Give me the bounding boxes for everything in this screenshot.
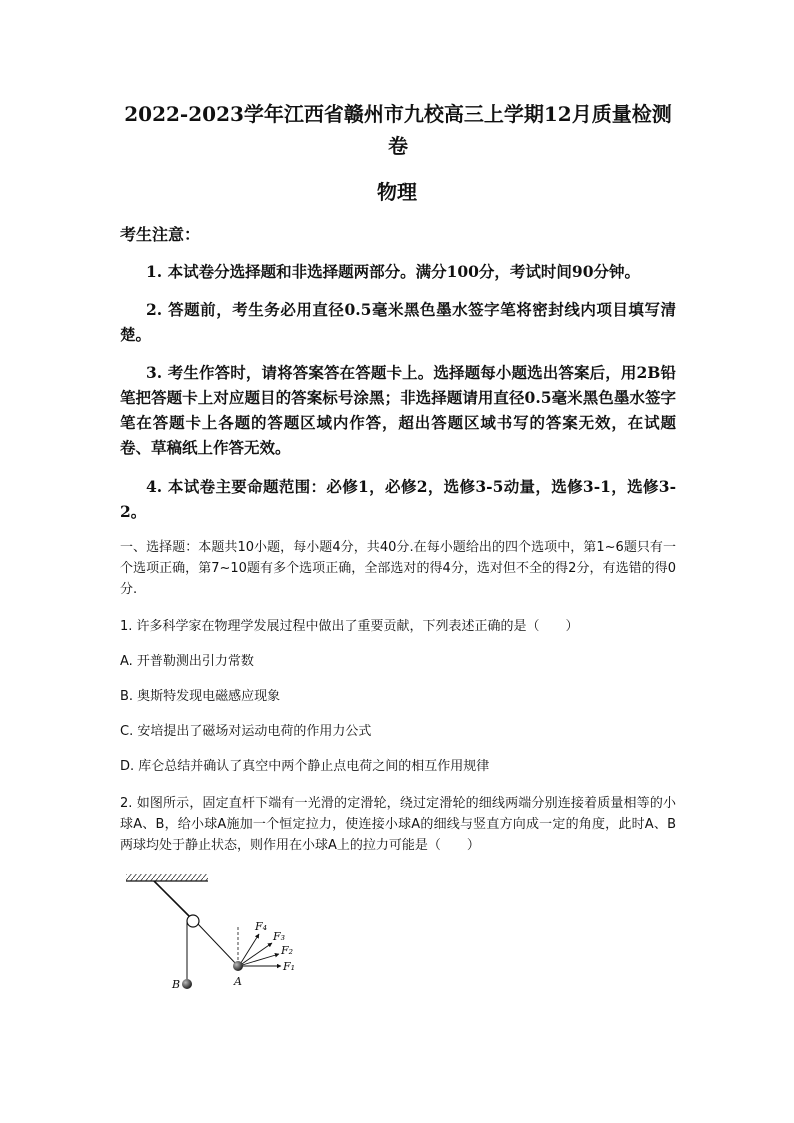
notice-heading: 考生注意： [120, 225, 201, 244]
force-label-f3: F₃ [273, 930, 286, 943]
subject-title: 物理 [377, 180, 417, 204]
ball-a [233, 961, 243, 971]
pulley-figure [118, 872, 318, 997]
label-a: A [234, 975, 242, 988]
string-to-a [198, 924, 237, 965]
force-label-f4: F₄ [255, 920, 268, 933]
q1-option-a: A. 开普勒测出引力常数 [120, 654, 254, 669]
pulley [187, 915, 199, 927]
section-intro: 一、选择题：本题共10小题，每小题4分，共40分.在每小题给出的四个选项中，第1~6题只有一个选项正确，第7~10题有多个选项正确，全部选对的得4分，选对但不全的得2分，有选错的得0分. [120, 540, 676, 597]
fixed-rod [154, 881, 190, 917]
q1-option-b: B. 奥斯特发现电磁感应现象 [120, 689, 281, 704]
notice-item-2: 2. 答题前，考生务必用直径0.5毫米黑色墨水签字笔将密封线内项目填写清楚。 [120, 300, 676, 344]
notice-item-3: 3. 考生作答时，请将答案答在答题卡上。选择题每小题选出答案后，用2B铅笔把答题卡上对应题目的答案标号涂黑；非选择题请用直径0.5毫米黑色墨水签字笔在答题卡上各题的答题区域内作答，超出答题区域书写的答案无效，在试题卷、草稿纸上作答无效。 [120, 363, 676, 457]
page-title: 2022-2023学年江西省赣州市九校高三上学期12月质量检测卷 [124, 102, 672, 158]
q1-option-c: C. 安培提出了磁场对运动电荷的作用力公式 [120, 724, 372, 739]
force-arrow-f3 [239, 943, 272, 966]
force-label-f1: F₁ [283, 960, 296, 973]
label-b: B [172, 978, 181, 991]
ceiling [126, 874, 208, 881]
q1-stem: 1. 许多科学家在物理学发展过程中做出了重要贡献，下列表述正确的是（ ） [120, 619, 579, 634]
q1-option-d: D. 库仑总结并确认了真空中两个静止点电荷之间的相互作用规律 [120, 759, 490, 774]
ball-b [182, 979, 192, 989]
q2-stem: 2. 如图所示，固定直杆下端有一光滑的定滑轮，绕过定滑轮的细线两端分别连接着质量相等的小球A、B，给小球A施加一个恒定拉力，使连接小球A的细线与竖直方向成一定的角度，此时A、B两球均处于静止状态，则作用在小球A上的拉力可能是（ ） [120, 796, 676, 853]
notice-item-1: 1. 本试卷分选择题和非选择题两部分。满分100分，考试时间90分钟。 [146, 262, 641, 281]
notice-item-4: 4. 本试卷主要命题范围：必修1，必修2，选修3-5动量，选修3-1，选修3-2。 [120, 477, 676, 521]
force-label-f2: F₂ [281, 944, 294, 957]
